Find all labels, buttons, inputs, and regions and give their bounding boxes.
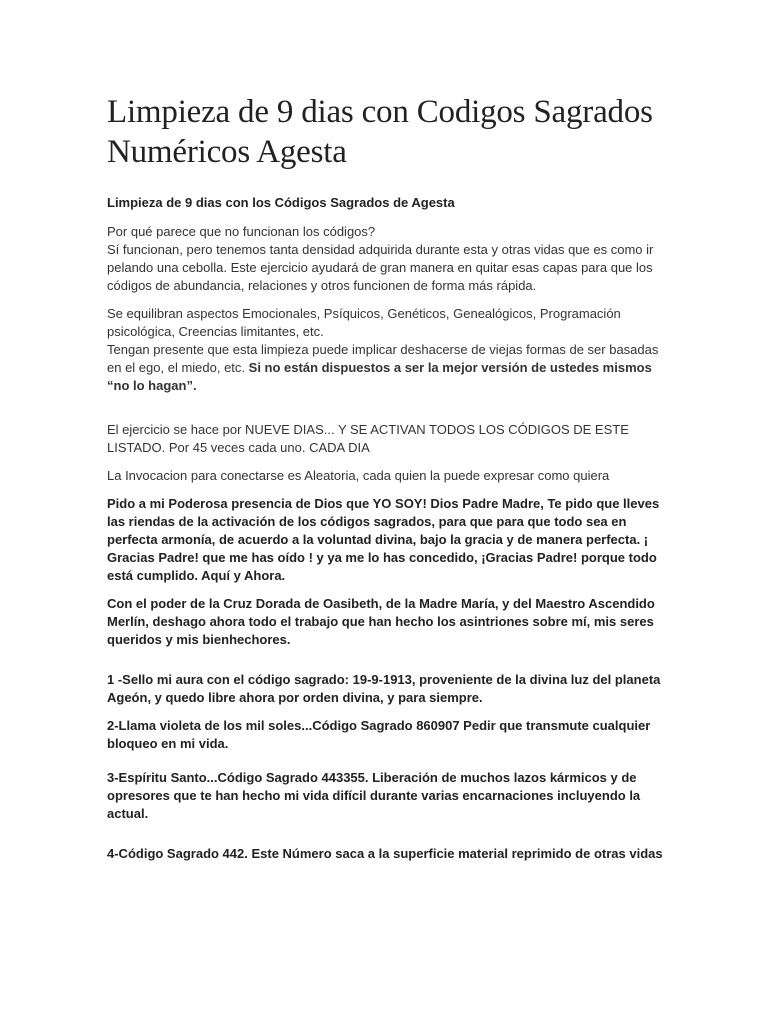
paragraph-prayer: Pido a mi Poderosa presencia de Dios que YO SOY! Dios Padre Madre, Te pido que lleves las riendas de la activación de los códigos sagrados, para que para que todo sea en perfecta armonía, de acuerdo a la voluntad divina, bajo la gracia y de manera perfecta. ¡ Gracias Padre! que me has oído ! y ya me lo has concedido, ¡Gracias Padre! porque todo está cumplido. Aquí y Ahora. [107, 496, 660, 583]
list-item-2: 2-Llama violeta de los mil soles...Código Sagrado 860907 Pedir que transmute cualquier bloqueo en mi vida. [107, 718, 651, 751]
paragraph-why-codes-question: Por qué parece que no funcionan los códigos? [107, 224, 376, 239]
list-item-3: 3-Espíritu Santo...Código Sagrado 443355. Liberación de muchos lazos kármicos y de opresores que te han hecho mi vida difícil durante varias encarnaciones incluyendo la actual. [107, 770, 641, 821]
document-title: Limpieza de 9 dias con Codigos Sagrados Numéricos Agesta [107, 94, 653, 170]
document-subtitle: Limpieza de 9 dias con los Códigos Sagrados de Agesta [107, 195, 455, 210]
paragraph-aspects [107, 305, 663, 395]
list-item-1: 1 -Sello mi aura con el código sagrado: 19-9-1913, proveniente de la divina luz del planeta Ageón, y quedo libre ahora por orden divina, y para siempre. [107, 672, 661, 705]
spacer [107, 833, 663, 845]
paragraph-invocation: La Invocacion para conectarse es Aleatoria, cada quien la puede expresar como quiera [107, 468, 610, 483]
paragraph-why-codes [107, 223, 663, 295]
paragraph-golden-cross: Con el poder de la Cruz Dorada de Oasibeth, de la Madre María, y del Maestro Ascendido Merlín, deshago ahora todo el trabajo que han hecho los asintriones sobre mí, mis seres queridos y mis bienhechores. [107, 596, 655, 647]
list-item-4: 4-Código Sagrado 442. Este Número saca a la superficie material reprimido de otras vidas [107, 846, 663, 861]
paragraph-aspects-list: Se equilibran aspectos Emocionales, Psíquicos, Genéticos, Genealógicos, Programación psicológica, Creencias limitantes, etc. [107, 306, 621, 339]
paragraph-exercise: El ejercicio se hace por NUEVE DIAS... Y SE ACTIVAN TODOS LOS CÓDIGOS DE ESTE LISTADO. Por 45 veces cada uno. CADA DIA [107, 422, 629, 455]
spacer [107, 405, 663, 421]
paragraph-why-codes-answer: Sí funcionan, pero tenemos tanta densidad adquirida durante esta y otras vidas que es como ir pelando una cebolla. Este ejercicio ayudará de gran manera en quitar esas capas para que los códigos de abundancia, relaciones y otros funcionen de forma más rápida. [107, 242, 654, 293]
paragraph-aspects-warning: Tengan presente que esta limpieza puede implicar deshacerse de viejas formas de ser basadas en el ego, el miedo, etc. [107, 342, 659, 375]
document-page [107, 92, 663, 873]
paragraph-aspects-bold-warning: Si no están dispuestos a ser la mejor versión de ustedes mismos “no lo hagan”. [107, 360, 652, 393]
spacer [107, 659, 663, 671]
